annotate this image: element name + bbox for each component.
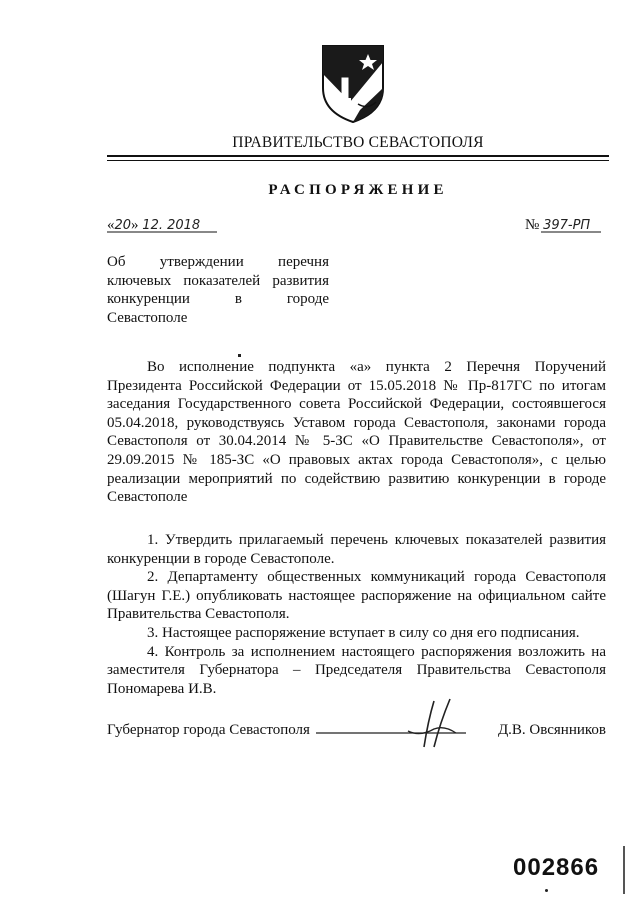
form-serial-number: 002866 [513,854,600,881]
signatory-role: Губернатор города Севастополя [107,722,310,738]
header-rule-thick [107,155,609,157]
preamble-paragraph: Во исполнение подпункта «а» пункта 2 Перечня Поручений Президента Российской Федерации от 15.05.2018 № Пр-817ГС по итогам заседания Государственного совета Российской Федерации, состоявшегося 05.04.2018, руководствуясь Уставом города Севастополя, законами города Севастополя от 30.04.2014 № 5-ЗС «О Правительстве Севастополя», от 29.09.2015 № 185-ЗС «О правовых актах города Севастополя», с целью реализации мероприятий по содействию развитию конкуренции в городе Севастополе [107,359,606,506]
date-day-handwritten: 20 [114,218,132,233]
subject-line-2: ключевых показателей развития [107,272,329,289]
number-sign: № [525,217,540,233]
order-item-4: 4. Контроль за исполнением настоящего распоряжения возложить на заместителя Губернатора – Председателя Правительства Севастополя Пономарева И.В. [107,643,606,697]
order-items [107,531,606,698]
edge-mark [623,846,625,894]
date-underline [107,231,217,234]
document-type-heading: РАСПОРЯЖЕНИЕ [268,182,448,198]
document-subject [107,253,329,327]
order-item-1: 1. Утвердить прилагаемый перечень ключевых показателей развития конкуренции в городе Севастополе. [107,532,606,567]
number-underline [541,231,601,234]
date-quote-close: » [131,217,139,233]
subject-line-3: конкуренции в городе [107,291,329,308]
subject-line-4: Севастополе [107,309,188,326]
footer-dot [545,889,548,892]
date-rest-handwritten: 12. 2018 [142,218,201,233]
order-item-3: 3. Настоящее распоряжение вступает в силу со дня его подписания. [147,624,580,641]
handwritten-signature [316,697,486,749]
coat-of-arms-emblem [320,44,386,124]
stray-mark [238,354,241,357]
government-title: ПРАВИТЕЛЬСТВО СЕВАСТОПОЛЯ [232,134,484,151]
signatory-name: Д.В. Овсянников [497,722,606,738]
date-quote-open: « [107,217,115,233]
header-rule-thin [107,160,609,161]
order-item-2: 2. Департаменту общественных коммуникаций города Севастополя (Шагун Г.Е.) опубликовать настоящее распоряжение на официальном сайте Правительства Севастополя. [107,569,606,623]
number-handwritten: 397-РП [543,218,591,233]
subject-line-1: Об утверждении перечня [107,254,329,270]
